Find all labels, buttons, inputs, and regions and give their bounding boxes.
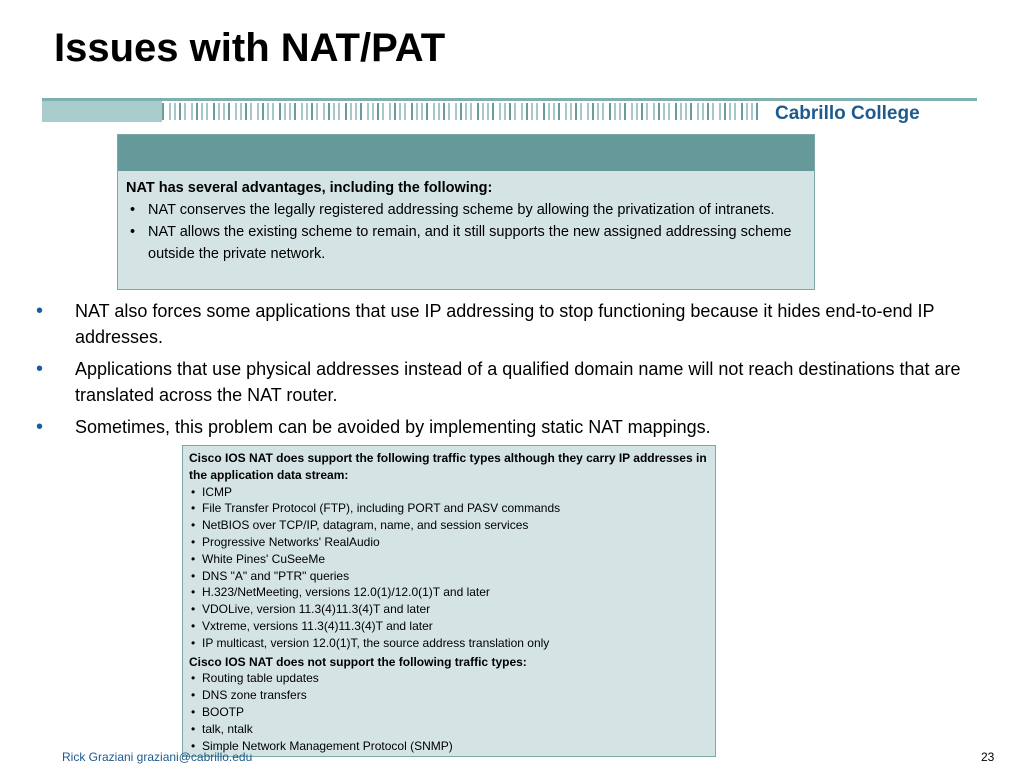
footer-author: Rick Graziani graziani@cabrillo.edu <box>62 750 253 764</box>
supported-item: • DNS "A" and "PTR" queries <box>191 568 350 583</box>
bullet-icon: • <box>36 358 44 380</box>
supported-item: • H.323/NetMeeting, versions 12.0(1)/12.0(1)T and later <box>191 585 490 600</box>
unsupported-item: • Simple Network Management Protocol (SNMP) <box>191 738 453 753</box>
bullet-item: • Applications that use physical addresses instead of a qualified domain name will not reach destinations that are translated across the NAT router. <box>36 358 961 405</box>
unsupported-item: • DNS zone transfers <box>191 688 307 703</box>
box-header-bar <box>118 135 814 171</box>
unsupported-heading: Cisco IOS NAT does not support the following traffic types: <box>189 654 527 669</box>
main-bullet-list <box>36 298 986 446</box>
advantage-item: • NAT conserves the legally registered addressing scheme by allowing the privatization of intranets. <box>130 202 775 218</box>
supported-item: • IP multicast, version 12.0(1)T, the source address translation only <box>191 635 550 650</box>
supported-item: • Progressive Networks' RealAudio <box>191 534 380 549</box>
advantages-heading: NAT has several advantages, including the following: <box>126 180 493 196</box>
nat-advantages-box <box>117 134 815 290</box>
bullet-icon: • <box>36 416 44 438</box>
supported-item: • VDOLive, version 11.3(4)11.3(4)T and later <box>191 602 431 617</box>
brand-logo: Cabrillo College <box>775 103 920 124</box>
supported-item: • White Pines' CuSeeMe <box>191 551 326 566</box>
bullet-item: • NAT also forces some applications that use IP addressing to stop functioning because it hides end-to-end IP addresses. <box>36 300 935 347</box>
slide-title: Issues with NAT/PAT <box>54 26 446 70</box>
advantage-item: • NAT allows the existing scheme to remain, and it still supports the new assigned addressing scheme outside the private network. <box>130 224 792 262</box>
unsupported-item: • BOOTP <box>191 704 245 719</box>
supported-heading: Cisco IOS NAT does support the following traffic types although they carry IP addresses in the application data stream: <box>189 451 707 482</box>
bullet-icon: • <box>36 300 44 322</box>
supported-item: • NetBIOS over TCP/IP, datagram, name, and session services <box>191 518 529 533</box>
supported-item: • File Transfer Protocol (FTP), including PORT and PASV commands <box>191 501 561 516</box>
nat-traffic-types-box <box>182 445 716 757</box>
supported-item: • Vxtreme, versions 11.3(4)11.3(4)T and later <box>191 618 433 633</box>
unsupported-item: • talk, ntalk <box>191 721 253 736</box>
page-number: 23 <box>981 750 995 764</box>
bullet-item: • Sometimes, this problem can be avoided by implementing static NAT mappings. <box>36 416 711 438</box>
supported-item: • ICMP <box>191 484 232 499</box>
unsupported-item: • Routing table updates <box>191 671 319 686</box>
